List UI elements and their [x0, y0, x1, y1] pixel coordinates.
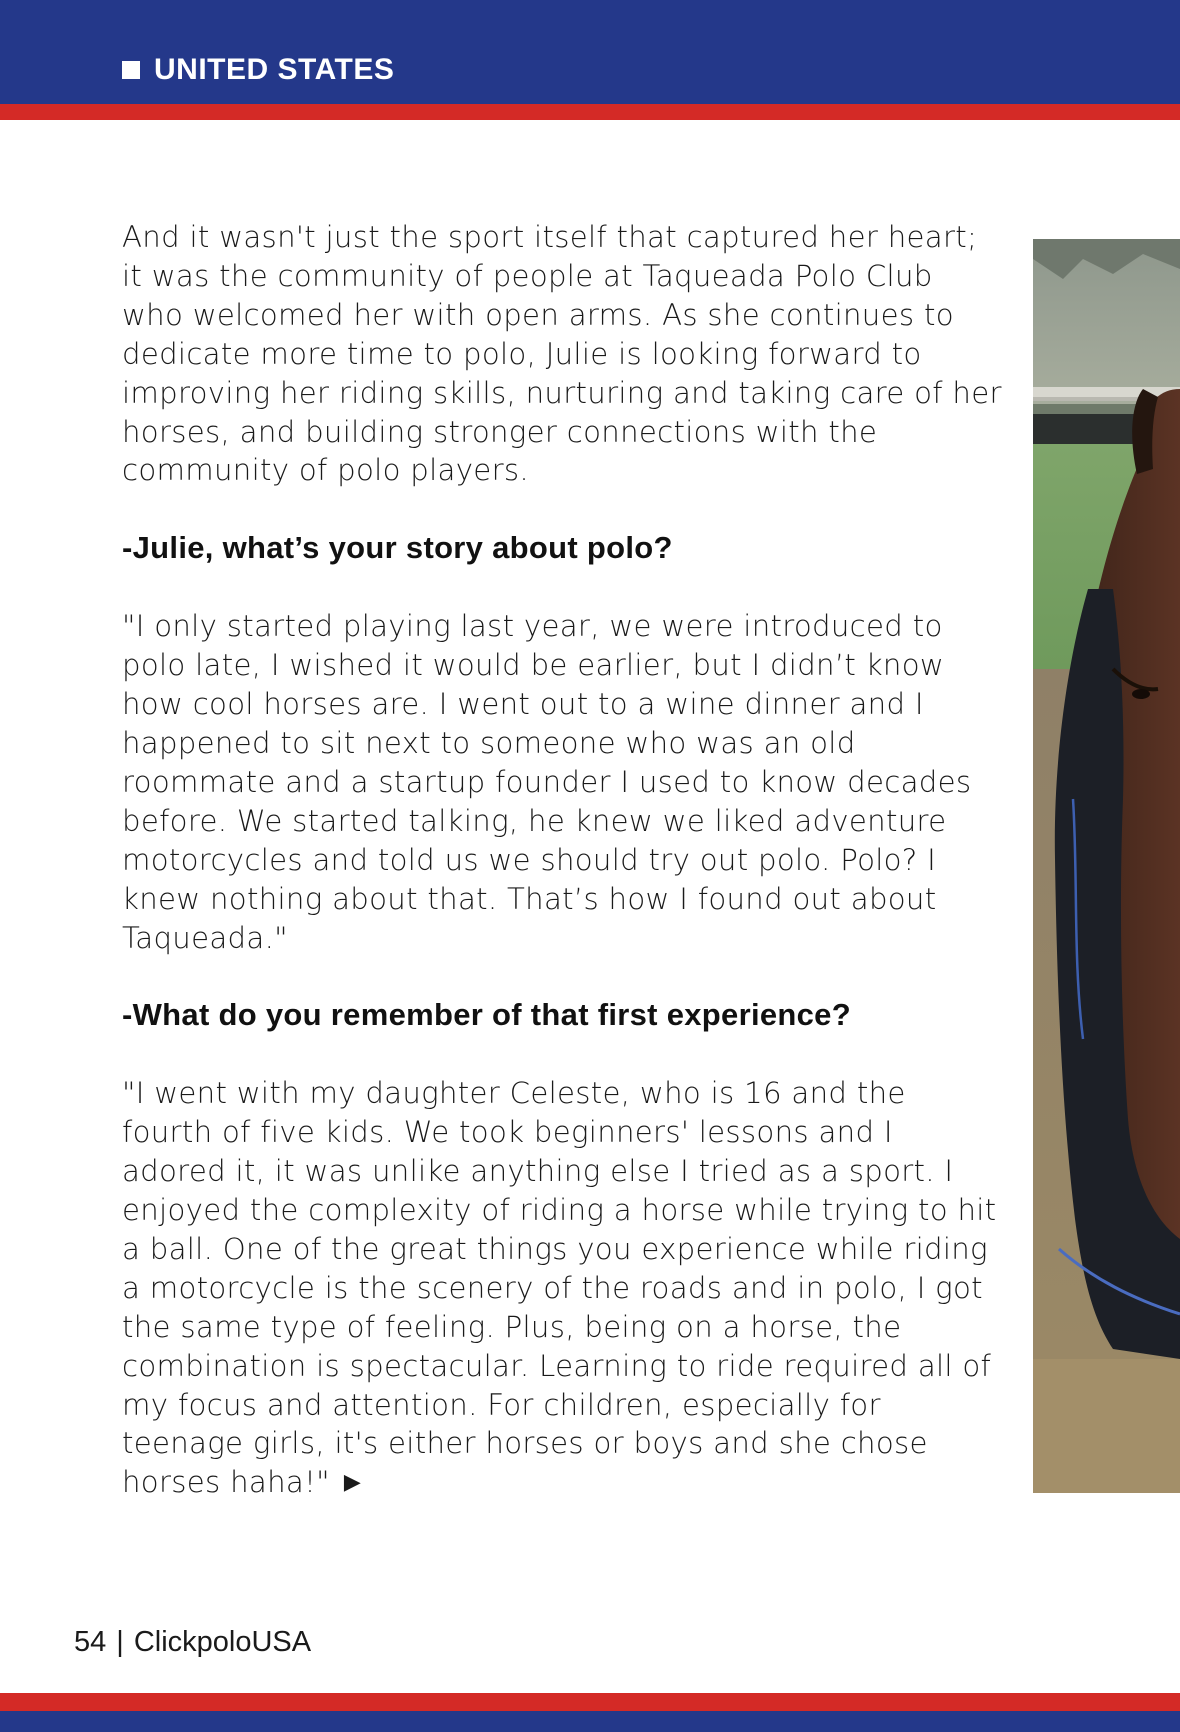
- interview-answer: [122, 1074, 1002, 1503]
- footer-red-stripe: [0, 1693, 1180, 1711]
- page-number: 54: [74, 1625, 107, 1658]
- page-footer: [74, 1622, 311, 1662]
- article-body: [122, 218, 1002, 1503]
- footer-blue-band: [0, 1711, 1180, 1732]
- article-paragraph: And it wasn't just the sport itself that captured her heart; it was the community of people at Taqueada Polo Club who welcomed her with open arms. As she continues to dedicate more time to polo, Julie is looking forward to improving her riding skills, nurturing and taking care of her horses, and building stronger connections with the community of polo players.: [122, 220, 1002, 488]
- publication-name: ClickpoloUSA: [133, 1625, 312, 1658]
- interview-question: -What do you remember of that first experience?: [122, 997, 851, 1033]
- interview-answer: "I only started playing last year, we were introduced to polo late, I wished it would be earlier, but I didn’t know how cool horses are. I went out to a wine dinner and I happened to sit next to someone who was an old roommate and a startup founder I used to know decades before. We started talking, he knew we liked adventure motorcycles and told us we should try out polo. Polo? I knew nothing about that. That’s how I found out about Taqueada.": [122, 609, 972, 955]
- square-bullet-icon: [122, 61, 140, 79]
- footer-separator: |: [116, 1625, 124, 1658]
- interview-question: -Julie, what’s your story about polo?: [122, 530, 673, 566]
- play-triangle-icon: ▶: [343, 1470, 362, 1496]
- section-label-text: UNITED STATES: [154, 53, 395, 86]
- horse-photo: [1033, 239, 1180, 1493]
- section-label: [122, 50, 394, 90]
- interview-answer-text: "I went with my daughter Celeste, who is 16 and the fourth of five kids. We took beginners' lessons and I adored it, it was unlike anything else I tried as a sport. I enjoyed the complexity of riding a horse while trying to hit a ball. One of the great things you experience while riding a motorcycle is the scenery of the roads and in polo, I got the same type of feeling. Plus, being on a horse, the combination is spectacular. Learning to ride required all of my focus and attention. For children, especially for teenage girls, it's either horses or boys and she chose horses haha!": [122, 1076, 997, 1500]
- header-red-stripe: [0, 104, 1180, 120]
